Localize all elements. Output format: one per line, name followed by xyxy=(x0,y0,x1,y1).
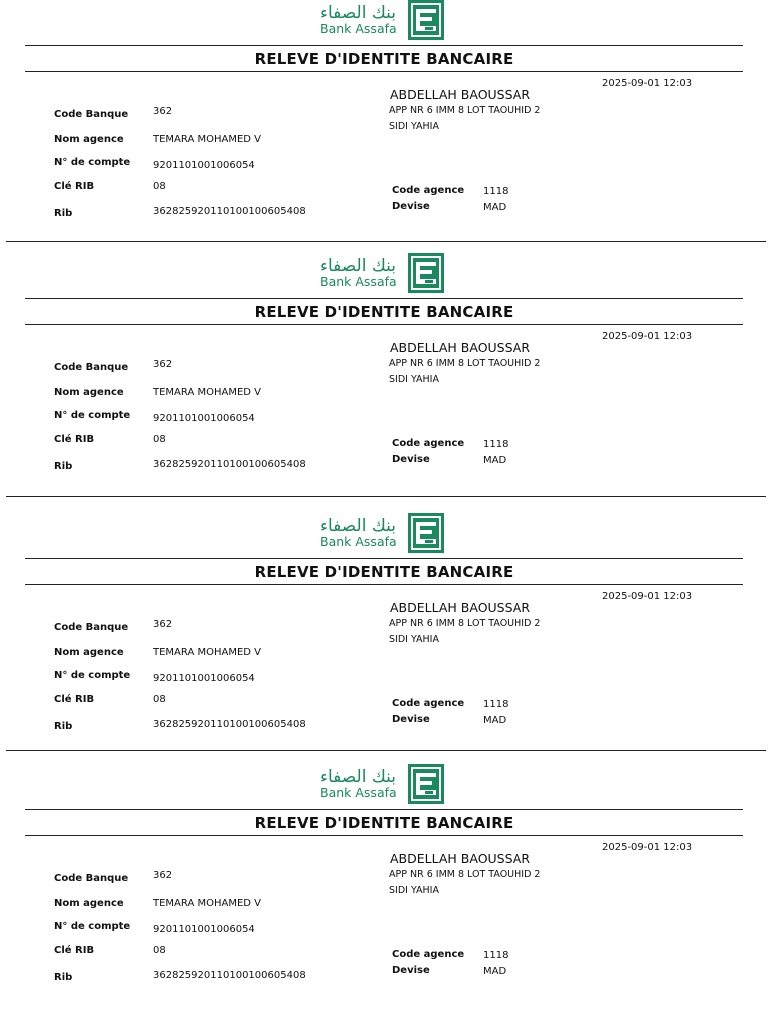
devise-label: Devise xyxy=(392,714,430,725)
title-bottom-rule xyxy=(25,584,743,585)
title-top-rule xyxy=(25,558,743,559)
code-agence-label: Code agence xyxy=(392,438,465,449)
account-number-value: 9201101001006054 xyxy=(153,160,255,171)
account-holder-name: ABDELLAH BAOUSSAR xyxy=(390,340,531,355)
code-banque-value: 362 xyxy=(153,106,173,117)
document-title: RELEVE D'IDENTITE BANCAIRE xyxy=(254,50,514,68)
rib-value: 362825920110100100605408 xyxy=(153,459,306,470)
holder-address-line1: APP NR 6 IMM 8 LOT TAOUHID 2 xyxy=(389,358,541,369)
bank-logo xyxy=(318,0,448,42)
bank-logo xyxy=(318,513,448,555)
bank-logo xyxy=(318,764,448,806)
document-title: RELEVE D'IDENTITE BANCAIRE xyxy=(254,814,514,832)
account-holder-name: ABDELLAH BAOUSSAR xyxy=(390,600,531,615)
rib-label: Rib xyxy=(54,208,73,219)
holder-address-line2: SIDI YAHIA xyxy=(389,121,439,132)
issue-date: 2025-09-01 12:03 xyxy=(602,591,693,602)
bank-name-latin: Bank Assafa xyxy=(320,21,397,36)
cle-rib-value: 08 xyxy=(153,181,166,192)
issue-date: 2025-09-01 12:03 xyxy=(602,78,693,89)
document-title: RELEVE D'IDENTITE BANCAIRE xyxy=(254,563,514,581)
rib-label: Rib xyxy=(54,461,73,472)
code-agence-value: 1118 xyxy=(483,439,509,450)
devise-value: MAD xyxy=(483,455,507,466)
account-holder-name: ABDELLAH BAOUSSAR xyxy=(390,851,531,866)
code-agence-label: Code agence xyxy=(392,698,465,709)
bank-name-latin: Bank Assafa xyxy=(320,274,397,289)
cle-rib-label: Clé RIB xyxy=(54,694,95,705)
holder-address-line1: APP NR 6 IMM 8 LOT TAOUHID 2 xyxy=(389,618,541,629)
bank-name-arabic: بنك الصفاء xyxy=(320,3,397,23)
code-banque-value: 362 xyxy=(153,359,173,370)
holder-address-line1: APP NR 6 IMM 8 LOT TAOUHID 2 xyxy=(389,105,541,116)
rib-value: 362825920110100100605408 xyxy=(153,970,306,981)
nom-agence-label: Nom agence xyxy=(54,134,124,145)
code-banque-value: 362 xyxy=(153,619,173,630)
title-bottom-rule xyxy=(25,71,743,72)
bank-emblem-icon xyxy=(408,764,444,804)
code-agence-value: 1118 xyxy=(483,950,509,961)
code-banque-label: Code Banque xyxy=(54,362,129,373)
code-agence-label: Code agence xyxy=(392,185,465,196)
bank-name-latin: Bank Assafa xyxy=(320,534,397,549)
title-bottom-rule xyxy=(25,835,743,836)
code-banque-label: Code Banque xyxy=(54,109,129,120)
cle-rib-label: Clé RIB xyxy=(54,181,95,192)
holder-address-line1: APP NR 6 IMM 8 LOT TAOUHID 2 xyxy=(389,869,541,880)
rib-card-2 xyxy=(0,253,768,503)
title-top-rule xyxy=(25,45,743,46)
nom-agence-label: Nom agence xyxy=(54,898,124,909)
bank-name-arabic: بنك الصفاء xyxy=(320,256,397,276)
rib-label: Rib xyxy=(54,721,73,732)
cle-rib-value: 08 xyxy=(153,945,166,956)
document-title: RELEVE D'IDENTITE BANCAIRE xyxy=(254,303,514,321)
account-number-value: 9201101001006054 xyxy=(153,413,255,424)
issue-date: 2025-09-01 12:03 xyxy=(602,842,693,853)
title-top-rule xyxy=(25,298,743,299)
rib-card-1 xyxy=(0,0,768,250)
account-number-value: 9201101001006054 xyxy=(153,924,255,935)
account-number-label: N° de compte xyxy=(54,410,131,421)
nom-agence-value: TEMARA MOHAMED V xyxy=(153,898,261,909)
card-separator xyxy=(6,750,766,751)
cle-rib-value: 08 xyxy=(153,434,166,445)
rib-value: 362825920110100100605408 xyxy=(153,206,306,217)
account-number-label: N° de compte xyxy=(54,670,131,681)
holder-address-line2: SIDI YAHIA xyxy=(389,885,439,896)
devise-label: Devise xyxy=(392,454,430,465)
devise-label: Devise xyxy=(392,965,430,976)
bank-emblem-icon xyxy=(408,513,444,553)
account-number-label: N° de compte xyxy=(54,921,131,932)
bank-name-arabic: بنك الصفاء xyxy=(320,516,397,536)
rib-card-4 xyxy=(0,764,768,1014)
devise-value: MAD xyxy=(483,202,507,213)
nom-agence-label: Nom agence xyxy=(54,387,124,398)
issue-date: 2025-09-01 12:03 xyxy=(602,331,693,342)
code-banque-value: 362 xyxy=(153,870,173,881)
cle-rib-value: 08 xyxy=(153,694,166,705)
nom-agence-value: TEMARA MOHAMED V xyxy=(153,387,261,398)
devise-label: Devise xyxy=(392,201,430,212)
code-banque-label: Code Banque xyxy=(54,622,129,633)
nom-agence-value: TEMARA MOHAMED V xyxy=(153,134,261,145)
code-agence-label: Code agence xyxy=(392,949,465,960)
title-top-rule xyxy=(25,809,743,810)
cle-rib-label: Clé RIB xyxy=(54,945,95,956)
bank-emblem-icon xyxy=(408,253,444,293)
bank-emblem-icon xyxy=(408,0,444,40)
rib-value: 362825920110100100605408 xyxy=(153,719,306,730)
nom-agence-value: TEMARA MOHAMED V xyxy=(153,647,261,658)
card-separator xyxy=(6,241,766,242)
account-number-label: N° de compte xyxy=(54,157,131,168)
account-holder-name: ABDELLAH BAOUSSAR xyxy=(390,87,531,102)
holder-address-line2: SIDI YAHIA xyxy=(389,634,439,645)
devise-value: MAD xyxy=(483,966,507,977)
account-number-value: 9201101001006054 xyxy=(153,673,255,684)
bank-logo xyxy=(318,253,448,295)
nom-agence-label: Nom agence xyxy=(54,647,124,658)
title-bottom-rule xyxy=(25,324,743,325)
rib-label: Rib xyxy=(54,972,73,983)
bank-name-latin: Bank Assafa xyxy=(320,785,397,800)
bank-name-arabic: بنك الصفاء xyxy=(320,767,397,787)
cle-rib-label: Clé RIB xyxy=(54,434,95,445)
code-agence-value: 1118 xyxy=(483,186,509,197)
devise-value: MAD xyxy=(483,715,507,726)
holder-address-line2: SIDI YAHIA xyxy=(389,374,439,385)
card-separator xyxy=(6,496,766,497)
code-agence-value: 1118 xyxy=(483,699,509,710)
rib-card-3 xyxy=(0,513,768,763)
code-banque-label: Code Banque xyxy=(54,873,129,884)
